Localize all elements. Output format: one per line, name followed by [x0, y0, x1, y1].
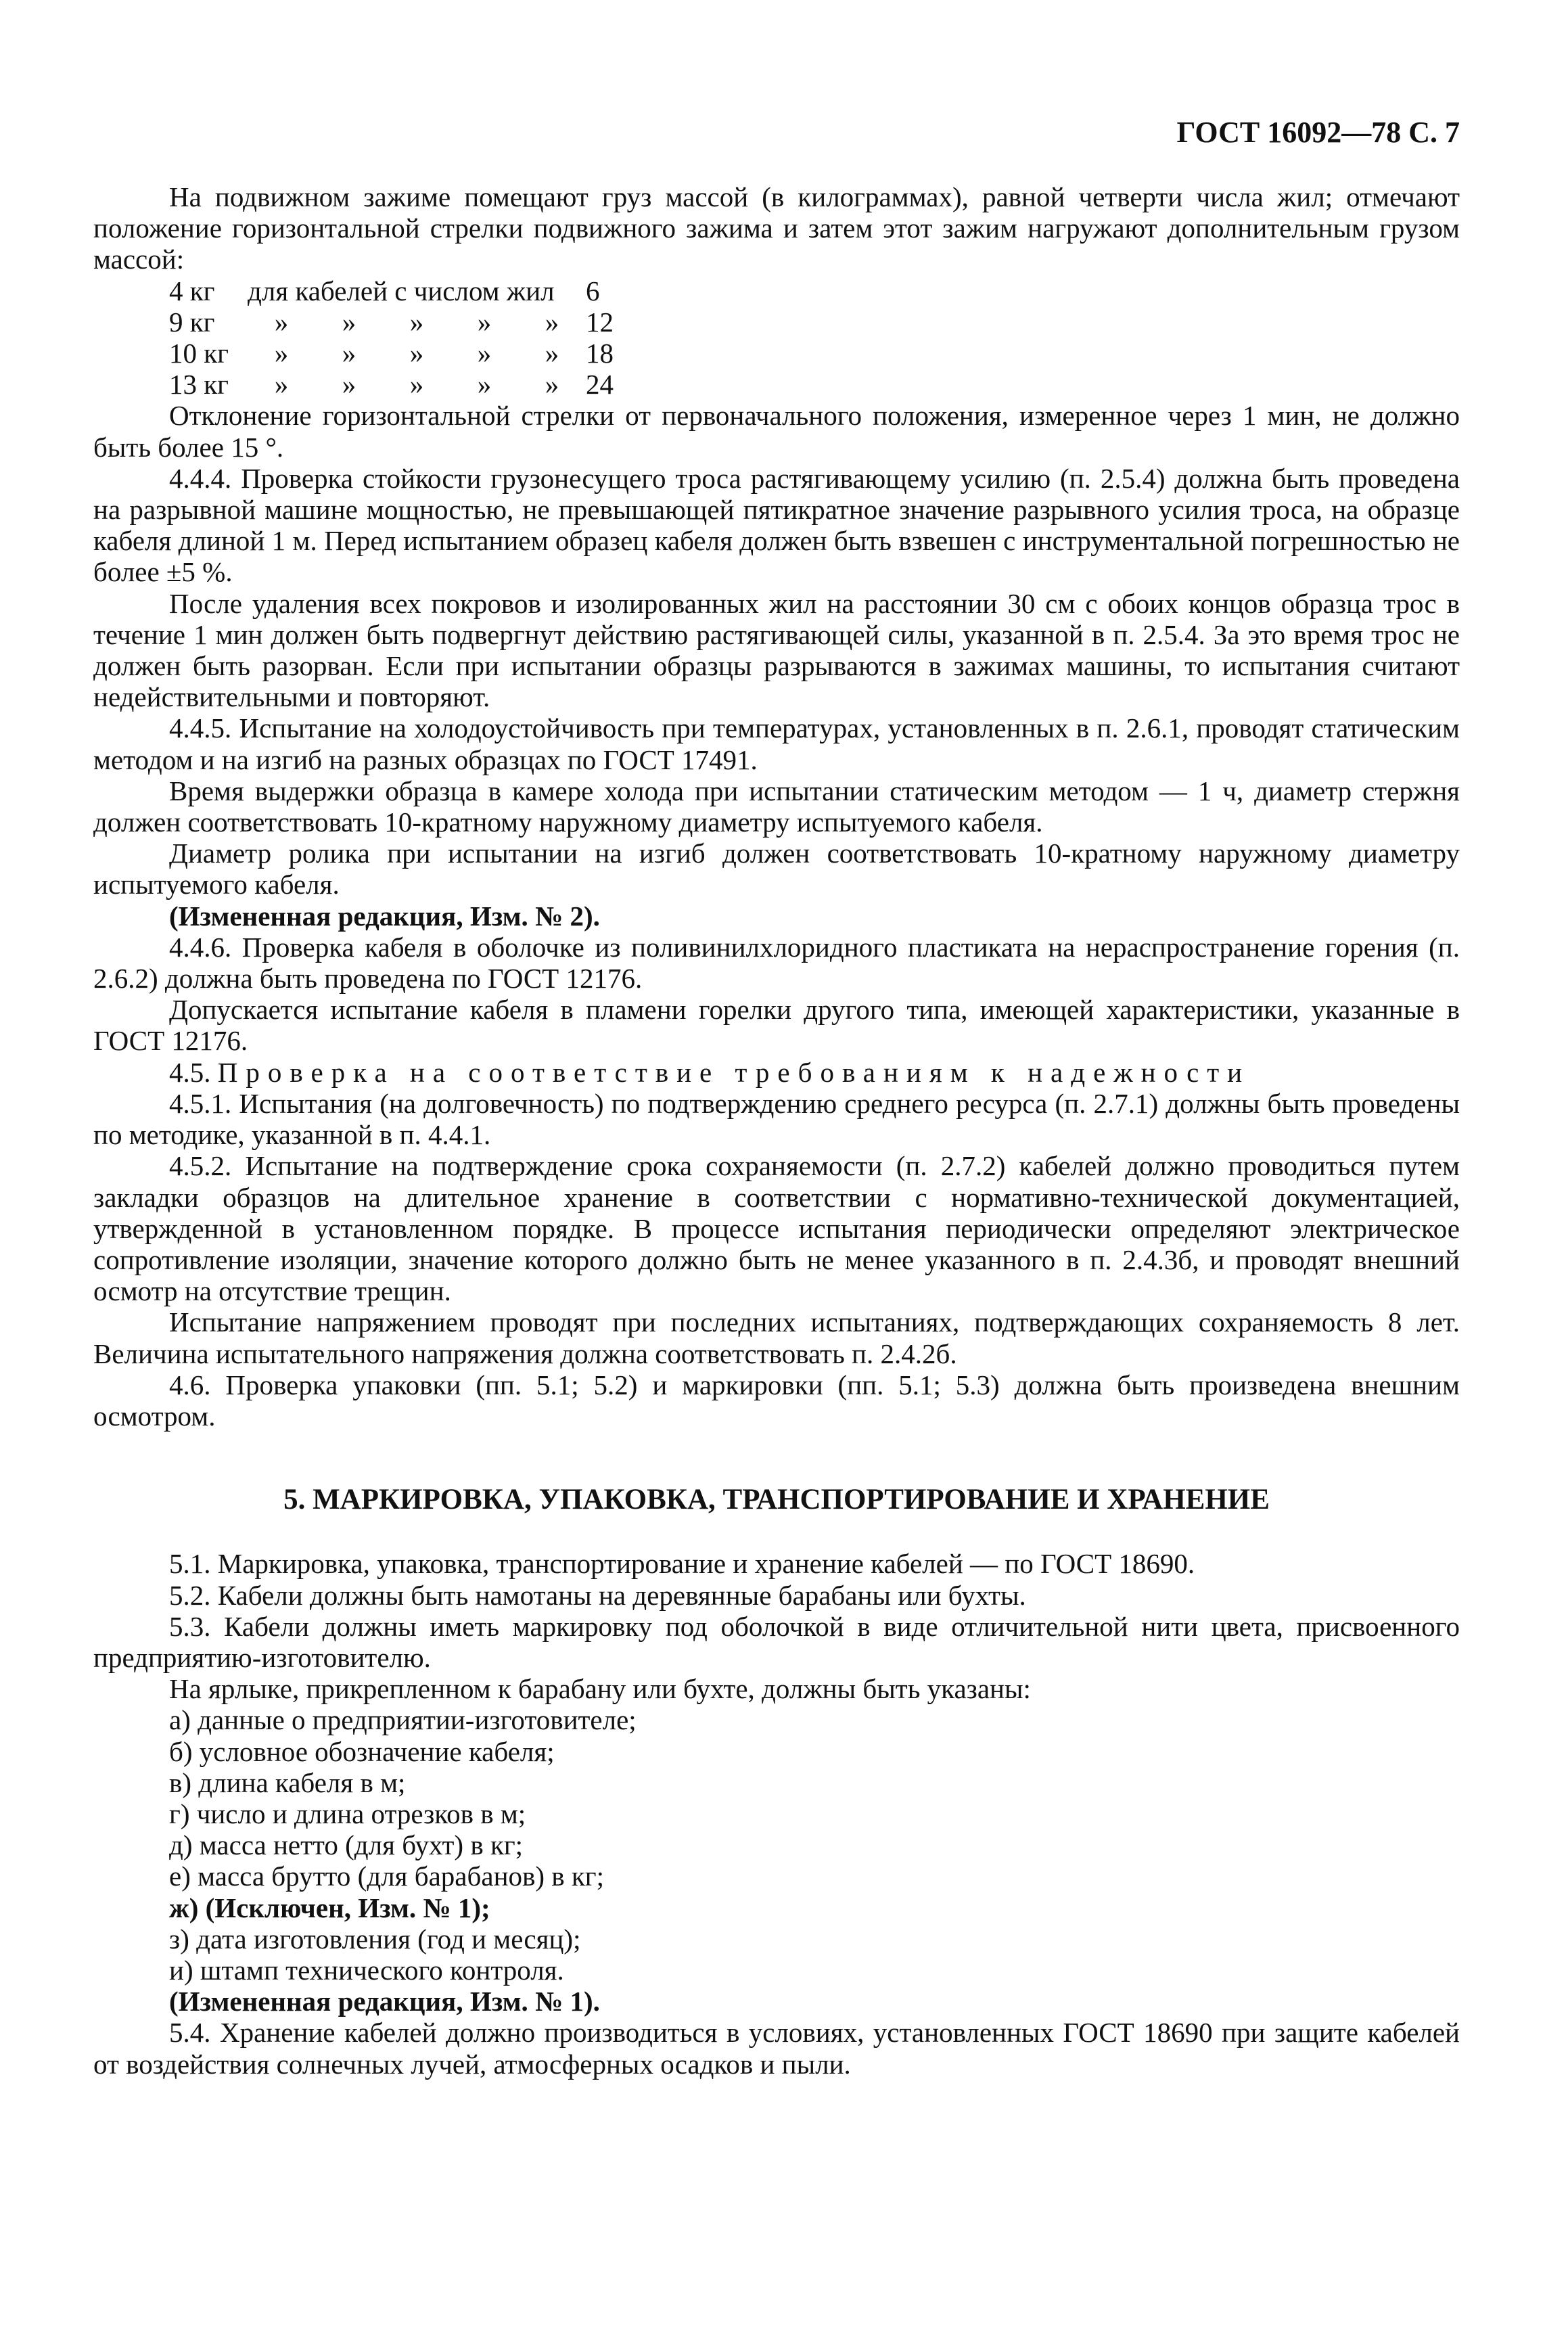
paragraph-5-3: 5.3. Кабели должны иметь маркировку под оболочкой в виде отличительной нити цвета, присвоенного предприятию-изготовителю. [93, 1610, 1460, 1673]
load-mass: 10 кг [169, 338, 229, 369]
ditto-mark: » [342, 306, 356, 338]
list-item: в) длина кабеля в м; [169, 1766, 406, 1798]
section-5-title: 5. МАРКИРОВКА, УПАКОВКА, ТРАНСПОРТИРОВАНИЕ И ХРАНЕНИЕ [283, 1484, 1270, 1516]
load-mass: 9 кг [169, 306, 215, 338]
load-cores: 24 [586, 369, 614, 401]
load-row [169, 369, 640, 400]
amendment-note-2: (Измененная редакция, Изм. № 2). [169, 900, 600, 932]
ditto-mark: » [274, 369, 289, 401]
ditto-mark: » [409, 369, 424, 401]
page-header: ГОСТ 16092—78 С. 7 [1176, 116, 1460, 149]
list-item: е) масса брутто (для барабанов) в кг; [169, 1861, 605, 1892]
paragraph-4-5 [93, 1057, 1460, 1088]
load-cores: 12 [586, 306, 614, 338]
paragraph-hold-time: Время выдержки образца в камере холода при испытании статическим методом — 1 ч, диаметр стержня должен соответствовать 10-кратному наружному диаметру испытуемого кабеля. [93, 775, 1460, 838]
ditto-mark: » [545, 306, 559, 338]
paragraph-4-4-4: 4.4.4. Проверка стойкости грузонесущего троса растягивающему усилию (п. 2.5.4) должна быть проведена на разрывной машине мощностью, не превышающей пятикратное значение разрывного усилия троса, на образце кабеля длиной 1 м. Перед испытанием образец кабеля должен быть взвешен с инструментальной погрешностью не более ±5 %. [93, 462, 1460, 588]
load-mass: 4 кг [169, 275, 215, 306]
list-item: и) штамп технического контроля. [169, 1954, 564, 1986]
load-cores: 18 [586, 338, 614, 369]
paragraph-5-1: 5.1. Маркировка, упаковка, транспортирование и хранение кабелей — по ГОСТ 18690. [169, 1548, 1195, 1580]
ditto-mark: » [545, 338, 559, 369]
ditto-mark: » [545, 369, 559, 401]
load-row [169, 338, 640, 369]
load-label: для кабелей с числом жил [248, 275, 555, 306]
paragraph-5-2: 5.2. Кабели должны быть намотаны на деревянные барабаны или бухты. [169, 1579, 1026, 1611]
amendment-note-1: (Измененная редакция, Изм. № 1). [169, 1986, 600, 2017]
ditto-mark: » [274, 306, 289, 338]
paragraph-label: На ярлыке, прикрепленном к барабану или бухте, должны быть указаны: [169, 1673, 1031, 1705]
ditto-mark: » [274, 338, 289, 369]
paragraph-4-4-5: 4.4.5. Испытание на холодоустойчивость при температурах, установленных в п. 2.6.1, проводят статическим методом и на изгиб на разных образцах по ГОСТ 17491. [93, 712, 1460, 775]
ditto-mark: » [409, 338, 424, 369]
paragraph-intro: На подвижном зажиме помещают груз массой (в килограммах), равной четверти числа жил; отмечают положение горизонтальной стрелки подвижного зажима и затем этот зажим нагружают дополнительным грузом массой: [93, 181, 1460, 275]
load-table [169, 275, 640, 401]
paragraph-voltage: Испытание напряжением проводят при последних испытаниях, подтверждающих сохраняемость 8 лет. Величина испытательного напряжения должна соответствовать п. 2.4.2б. [93, 1306, 1460, 1369]
list-item: а) данные о предприятии-изготовителе; [169, 1704, 637, 1736]
document-body [93, 181, 1460, 2080]
paragraph-roller: Диаметр ролика при испытании на изгиб должен соответствовать 10-кратному наружному диаметру испытуемого кабеля. [93, 838, 1460, 900]
paragraph-4-5-2: 4.5.2. Испытание на подтверждение срока сохраняемости (п. 2.7.2) кабелей должно проводиться путем закладки образцов на длительное хранение в соответствии с нормативно-технической документацией, утвержденной в установленном порядке. В процессе испытания периодически определяют электрическое сопротивление изоляции, значение которого должно быть не менее указанного в п. 2.4.3б, и проводят внешний осмотр на отсутствие трещин. [93, 1150, 1460, 1307]
load-row [169, 275, 640, 306]
ditto-mark: » [342, 369, 356, 401]
paragraph-4-6: 4.6. Проверка упаковки (пп. 5.1; 5.2) и маркировки (пп. 5.1; 5.3) должна быть произведена внешним осмотром. [93, 1369, 1460, 1432]
clause-heading: Проверка на соответствие требованиям к надежности [217, 1056, 1251, 1088]
load-cores: 6 [586, 275, 600, 306]
paragraph-after-removal: После удаления всех покровов и изолированных жил на расстоянии 30 см с обоих концов образца трос в течение 1 мин должен быть подвергнут действию растягивающей силы, указанной в п. 2.5.4. За это время трос не должен быть разорван. Если при испытании образцы разрываются в зажимах машины, то испытания считают недействительными и повторяют. [93, 587, 1460, 713]
paragraph-allowed: Допускается испытание кабеля в пламени горелки другого типа, имеющей характеристики, указанные в ГОСТ 12176. [93, 994, 1460, 1057]
paragraph-4-4-6: 4.4.6. Проверка кабеля в оболочке из поливинилхлоридного пластиката на нераспространение горения (п. 2.6.2) должна быть проведена по ГОСТ 12176. [93, 931, 1460, 995]
ditto-mark: » [477, 306, 492, 338]
load-row [169, 306, 640, 338]
list-item: д) масса нетто (для бухт) в кг; [169, 1829, 524, 1861]
ditto-mark: » [477, 369, 492, 401]
paragraph-5-4: 5.4. Хранение кабелей должно производиться в условиях, установленных ГОСТ 18690 при защите кабелей от воздействия солнечных лучей, атмосферных осадков и пыли. [93, 2017, 1460, 2080]
ditto-mark: » [477, 338, 492, 369]
ditto-mark: » [342, 338, 356, 369]
clause-number: 4.5. [169, 1056, 211, 1088]
list-item: б) условное обозначение кабеля; [169, 1735, 555, 1767]
list-item: з) дата изготовления (год и месяц); [169, 1923, 581, 1955]
list-item: ж) (Исключен, Изм. № 1); [169, 1892, 490, 1923]
label-items-list [169, 1704, 1460, 1986]
load-mass: 13 кг [169, 369, 229, 401]
list-item: г) число и длина отрезков в м; [169, 1798, 526, 1829]
paragraph-4-5-1: 4.5.1. Испытания (на долговечность) по подтверждению среднего ресурса (п. 2.7.1) должны быть проведены по методике, указанной в п. 4.4.1. [93, 1087, 1460, 1151]
ditto-mark: » [409, 306, 424, 338]
paragraph-deviation: Отклонение горизонтальной стрелки от первоначального положения, измеренное через 1 мин, не должно быть более 15 °. [93, 400, 1460, 463]
